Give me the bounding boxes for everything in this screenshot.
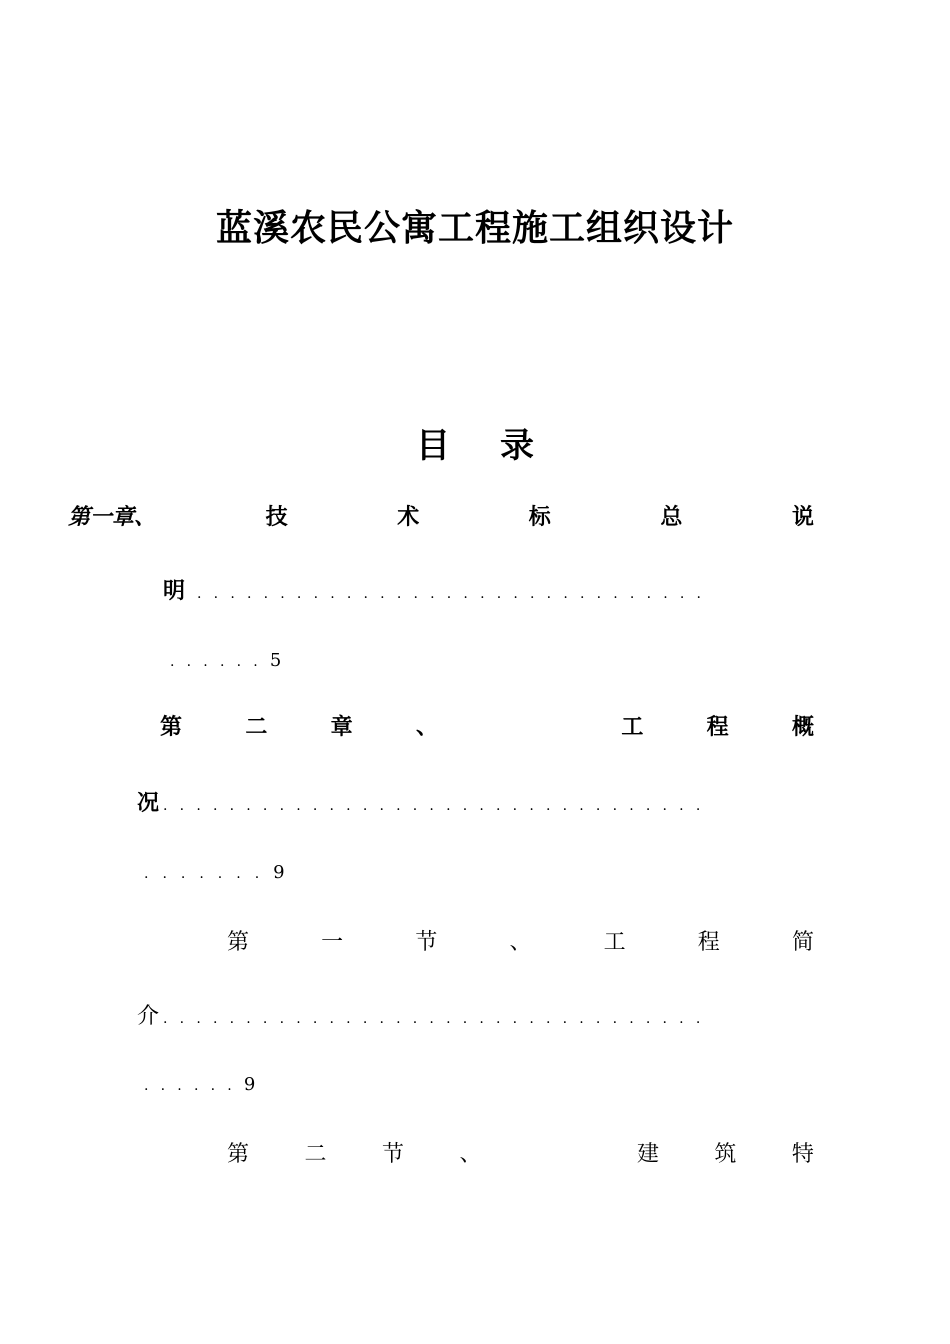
toc-chapter-1-part-2: 技 [265, 504, 288, 530]
toc-chapter-1-part-3: 术 [397, 504, 420, 530]
toc-chapter-1-leader [163, 574, 814, 605]
toc-section-1-part-7: 简 [791, 930, 814, 955]
toc-chapter-2-tail [144, 862, 285, 883]
toc-section-1-dots: ................................. [163, 1011, 713, 1027]
toc-entry-section-2[interactable] [227, 1137, 814, 1168]
toc-chapter-2-part-1: 第 [160, 714, 183, 740]
toc-section-2-part-3: 节 [381, 1142, 404, 1167]
toc-section-1-part-6: 程 [697, 930, 720, 955]
document-title: 蓝溪农民公寓工程施工组织设计 [215, 207, 734, 249]
toc-section-2-part-5: 建 [636, 1142, 659, 1167]
toc-chapter-2-part-2: 二 [245, 714, 268, 740]
toc-heading [0, 418, 950, 467]
toc-section-1-tail [144, 1074, 255, 1095]
toc-chapter-1-part-6: 说 [791, 504, 814, 530]
toc-section-2-part-6: 筑 [714, 1142, 737, 1167]
toc-section-1-part-3: 节 [415, 930, 438, 955]
toc-chapter-1-part-1: 第一章、 [68, 504, 157, 530]
toc-entry-chapter-1[interactable] [68, 500, 814, 531]
toc-section-2-part-7: 特 [791, 1142, 814, 1167]
toc-chapter-1-tail-dots: ...... [170, 654, 270, 670]
toc-heading-char-1: 目 [416, 426, 450, 466]
toc-chapter-1-tail [170, 650, 281, 671]
toc-section-2-part-4: 、 [459, 1142, 482, 1167]
toc-section-1-part-2: 一 [321, 930, 344, 955]
toc-chapter-2-dots: ................................. [163, 798, 713, 814]
toc-section-1-part-1: 第 [227, 930, 250, 955]
toc-section-1-page: 9 [243, 1074, 256, 1095]
toc-chapter-2-part-4: 、 [415, 714, 438, 740]
toc-chapter-1-part-4: 标 [528, 504, 551, 530]
toc-section-1-wrap-word: 介 [137, 1004, 160, 1029]
toc-heading-char-2: 录 [500, 426, 534, 466]
toc-section-1-leader [137, 999, 814, 1030]
toc-chapter-2-part-7: 概 [791, 714, 814, 740]
toc-entry-chapter-2[interactable] [160, 710, 814, 741]
toc-chapter-2-part-5: 工 [621, 714, 644, 740]
toc-chapter-2-leader [137, 786, 814, 817]
toc-section-1-part-4: 、 [509, 930, 532, 955]
toc-chapter-1-page: 5 [269, 650, 282, 671]
toc-chapter-2-tail-dots: ....... [144, 866, 274, 882]
toc-section-2-part-2: 二 [304, 1142, 327, 1167]
toc-chapter-2-page: 9 [273, 862, 285, 883]
toc-chapter-1-wrap-word: 明 [163, 578, 186, 604]
toc-section-1-part-5: 工 [603, 930, 626, 955]
toc-section-1-tail-dots: ...... [144, 1078, 244, 1094]
toc-chapter-2-part-3: 章 [330, 714, 353, 740]
toc-chapter-2-part-6: 程 [706, 714, 729, 740]
toc-entry-section-1[interactable] [227, 925, 814, 956]
toc-section-2-part-1: 第 [227, 1142, 250, 1167]
toc-chapter-1-part-5: 总 [660, 504, 683, 530]
toc-chapter-1-dots: ............................... [197, 586, 714, 602]
toc-chapter-2-wrap-word: 况 [137, 790, 160, 816]
